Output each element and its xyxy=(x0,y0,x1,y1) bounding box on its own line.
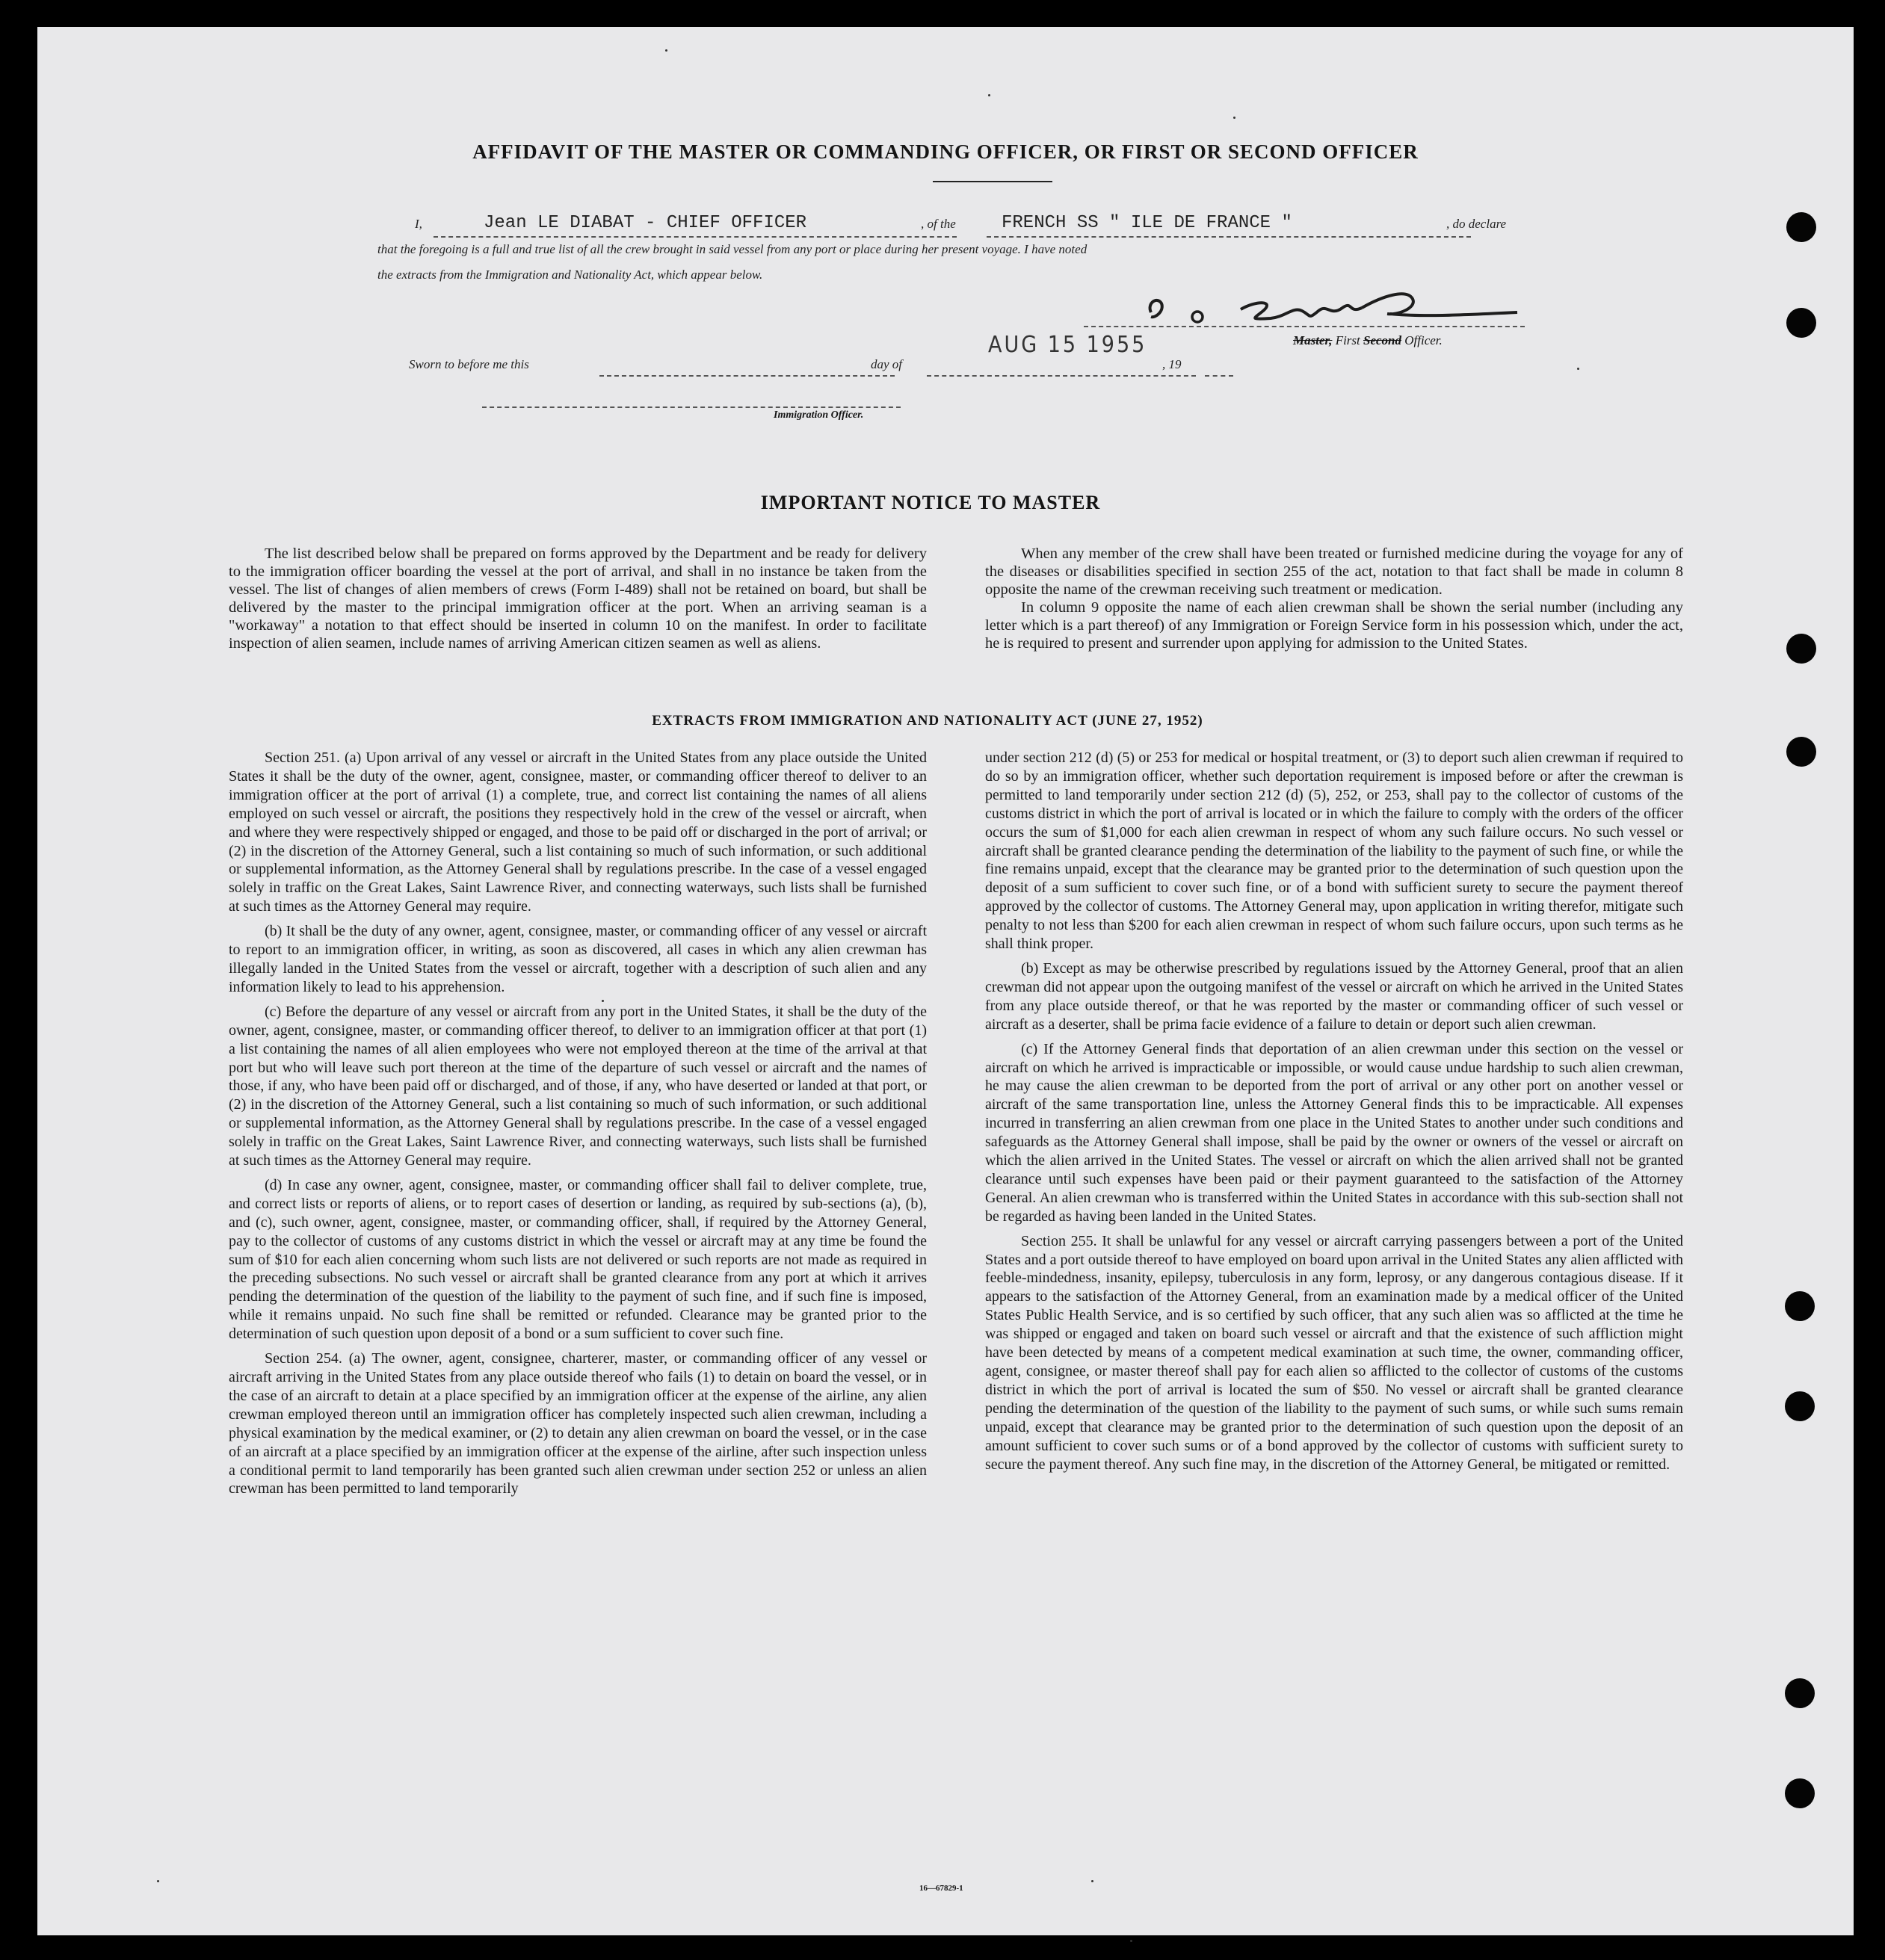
year-line xyxy=(1205,375,1233,377)
day-of-label: day of xyxy=(871,357,903,371)
extract-paragraph: (b) It shall be the duty of any owner, agent, consignee, master, or commanding officer of any vessel or aircraft to report to an immigration officer, in writing, as soon as discovered, all cases in which any alien crewman has illegally landed in the United States from the vessel or aircraft, together with a description of such alien and any information likely to lead to his apprehension. xyxy=(229,923,927,995)
sworn-month-line xyxy=(927,375,1196,377)
affidavit-title: AFFIDAVIT OF THE MASTER OR COMMANDING OFFICER, OR FIRST OR SECOND OFFICER xyxy=(472,140,1419,163)
extracts-left-column xyxy=(229,749,927,1498)
do-declare-label: , do declare xyxy=(1446,217,1507,231)
scan-speck xyxy=(1577,368,1579,370)
notice-right-paragraph: When any member of the crew shall have been treated or furnished medicine during the voyage for any of the diseases or disabilities specified in section 255 of the act, notation to that fact shall be made in column 8 opposite the name of the crewman receiving such treatment or medication. xyxy=(985,545,1683,598)
binder-hole xyxy=(1785,1391,1815,1421)
declaration-line-2: that the foregoing is a full and true list of all the crew brought in said vessel from any port or place during her present voyage. I have noted xyxy=(377,242,1088,256)
of-the-label: , of the xyxy=(921,217,956,231)
vessel-line xyxy=(987,236,1471,238)
officer-title-first: First xyxy=(1335,333,1360,347)
notice-right-paragraph: In column 9 opposite the name of each alien crewman shall be shown the serial number (including any letter which is a part thereof) of any Immigration or Foreign Service form in his possession which, under the act, he is required to present and surrender upon applying for admission to the United States. xyxy=(985,599,1683,652)
form-code: 16—67829-1 xyxy=(919,1884,963,1893)
binder-hole xyxy=(1785,1678,1815,1708)
officer-title-second: Second xyxy=(1363,333,1401,347)
extract-paragraph: under section 212 (d) (5) or 253 for medical or hospital treatment, or (3) to deport such alien crewman if required to do so by an immigration officer, whether such deportation requirement is imposed before or after the crewman is permitted to land temporarily under section 212 (d) (5), 252, or 253, shall pay to the collector of customs of the customs district in which the port of arrival is located or in which the failure to comply with the orders of the officer occurs the sum of $1,000 for each alien crewman in respect of whom any such failure occurs. No such vessel or aircraft shall be granted clearance pending the determination of the liability to the payment of such fine, or while the fine remains unpaid, except that the clearance may be granted prior to the determination of such question upon the deposit of a sum sufficient to cover such fine, or of a bond with sufficient surety to secure the payment thereof approved by the collector of customs. The Attorney General may, upon application in writing therefor, mitigate such penalty to not less than $200 for each alien crewman in respect of whom such failure occurs, upon such terms as he shall think proper. xyxy=(985,749,1683,953)
notice-title: IMPORTANT NOTICE TO MASTER xyxy=(760,492,1101,513)
binder-hole xyxy=(1786,737,1816,767)
extract-paragraph: Section 255. It shall be unlawful for any vessel or aircraft carrying passengers between a port of the United States and a port outside thereof to have employed on board upon arrival in the United States any alien afflicted with feeble-mindedness, insanity, epilepsy, tuberculosis in any form, leprosy, or any dangerous contagious disease. If it appears to the satisfaction of the Attorney General, from an examination made by a medical officer of the United States Public Health Service, and is so certified by such officer, that any such alien was so afflicted at the time he was shipped or engaged and taken on board such vessel or aircraft and that the existence of such affliction might have been detected by means of a competent medical examination at such time, the owner, commanding officer, agent, consignee, or master thereof shall pay for each alien so afflicted to the collector of customs of the customs district in which the port of arrival is located the sum of $50. No vessel or aircraft shall be granted clearance pending the determination of the question of the liability to the payment of such sums, or while such sums remain unpaid, except that clearance may be granted prior to the determination of such question upon the deposit of an amount sufficient to cover such sums or of a bond approved by the collector of customs with sufficient surety to secure the payment thereof. Any such fine may, in the discretion of the Attorney General, be mitigated or remitted. xyxy=(985,1232,1683,1473)
officer-title xyxy=(1293,333,1443,348)
scan-speck xyxy=(988,94,990,96)
extract-paragraph: (d) In case any owner, agent, consignee, master, or commanding officer shall fail to deliver complete, true, and correct lists or reports of aliens, or to report cases of desertion or landing, as required by sub-sections (a), (b), and (c), such owner, agent, consignee, master, or commanding officer, shall, if required by the Attorney General, pay to the collector of customs of any customs district in which the vessel or aircraft may at any time be found the sum of $10 for each alien concerning whom such lists are not delivered or such reports are not made as required in the preceding subsections. No such vessel or aircraft shall be granted clearance from any port at which it arrives pending the determination of the question of the liability to the payment of such fine, and if such fine is imposed, while it remains unpaid. No such fine shall be remitted or refunded. Clearance may be granted prior to the determination of such question upon deposit of a bond or a sum sufficient to cover such fine. xyxy=(229,1176,927,1343)
binder-hole xyxy=(1785,1778,1815,1808)
officer-title-suffix: Officer. xyxy=(1404,333,1443,347)
officer-signature xyxy=(1129,273,1577,341)
scan-speck xyxy=(1233,117,1235,119)
scan-speck xyxy=(1091,1880,1093,1882)
declarant-line xyxy=(434,236,957,238)
notice-right-column xyxy=(985,545,1683,652)
vessel-name: FRENCH SS " ILE DE FRANCE " xyxy=(1002,213,1292,233)
sworn-day-line xyxy=(599,375,895,377)
declaration-line-3: the extracts from the Immigration and Nationality Act, which appear below. xyxy=(377,268,763,282)
binder-hole xyxy=(1786,634,1816,664)
binder-hole xyxy=(1786,212,1816,242)
extract-paragraph: Section 251. (a) Upon arrival of any vessel or aircraft in the United States from any place outside the United States it shall be the duty of the owner, agent, consignee, master, or commanding officer thereof to deliver to an immigration officer at the port of arrival (1) a complete, true, and correct list containing the names of all aliens employed on such vessel or aircraft, the positions they respectively hold in the crew of the vessel or aircraft, when and where they were respectively shipped or engaged, and those to be paid off or discharged in the port of arrival; or (2) in the discretion of the Attorney General, such a list containing so much of such information, or such additional or supplemental information, as the Attorney General shall by regulations prescribe. In the case of a vessel engaged solely in traffic on the Great Lakes, Saint Lawrence River, and connecting waterways, such lists shall be furnished at such times as the Attorney General may require. xyxy=(229,749,927,915)
notice-left-paragraph: The list described below shall be prepared on forms approved by the Department and be ready for delivery to the immigration officer boarding the vessel at the port of arrival, and shall in no instance be taken from the vessel. The list of changes of alien members of crews (Form I-489) shall not be retained on board, but shall be delivered by the master to the principal immigration officer at the port. When an arriving seaman is a "workaway" a notation to that effect should be inserted in column 10 on the manifest. In order to facilitate inspection of alien seamen, include names of arriving American citizen seamen as well as aliens. xyxy=(229,545,927,652)
immigration-officer-line xyxy=(482,406,901,408)
notice-left-column xyxy=(229,545,927,652)
binder-hole xyxy=(1786,308,1816,338)
extract-paragraph: Section 254. (a) The owner, agent, consignee, charterer, master, or commanding officer of any vessel or aircraft arriving in the United States from any place outside thereof who fails (1) to detain on board the vessel, or in the case of an aircraft to detain at a place specified by an immigration officer at the expense of the airline, any alien crewman employed thereon until an immigration officer has completely inspected such alien crewman, including a physical examination by the medical examiner, or (2) to detain any alien crewman on board the vessel, or in the case of an aircraft at a place specified by an immigration officer at the expense of the airline, after such inspection unless a conditional permit to land temporarily has been granted such alien crewman under section 252 or unless an alien crewman has been permitted to land temporarily xyxy=(229,1350,927,1497)
immigration-officer-label: Immigration Officer. xyxy=(774,409,864,421)
year-prefix: , 19 xyxy=(1162,357,1182,371)
date-stamp: AUG 15 1955 xyxy=(988,332,1147,358)
scan-speck xyxy=(665,49,667,52)
extract-paragraph: (b) Except as may be otherwise prescribed by regulations issued by the Attorney General, proof that an alien crewman did not appear upon the outgoing manifest of the vessel or aircraft on which he arrived in the United States from any place outside thereof, or that he was reported by the master or commanding officer of such vessel or aircraft as a deserter, shall be prima facie evidence of a failure to detain or deport such alien crewman. xyxy=(985,959,1683,1033)
sworn-label: Sworn to before me this xyxy=(409,357,529,371)
binder-hole xyxy=(1785,1291,1815,1321)
declarant-name: Jean LE DIABAT - CHIEF OFFICER xyxy=(484,213,807,233)
scan-speck xyxy=(602,1000,604,1002)
signature-line xyxy=(1084,326,1525,327)
extract-paragraph: (c) If the Attorney General finds that deportation of an alien crewman under this section on the vessel or aircraft on which he arrived is impracticable or impossible, or would cause undue hardship to such alien crewman, he may cause the alien crewman to be deported from the port of arrival or any other port on another vessel or aircraft of the same transportation line, unless the Attorney General finds this to be impracticable. All expenses incurred in transferring an alien crewman from one place in the United States to another under such conditions and safeguards as the Attorney General shall impose, shall be paid by the owner or owners of the vessel or aircraft on which the alien arrived in the United States. The vessel or aircraft on which the alien arrived shall not be granted clearance until such expenses have been paid or their payment guaranteed to the satisfaction of the Attorney General. An alien crewman who is transferred within the United States in accordance with this sub-section shall not be regarded as having been landed in the United States. xyxy=(985,1040,1683,1225)
extract-paragraph: (c) Before the departure of any vessel or aircraft from any port in the United States, it shall be the duty of the owner, agent, consignee, master, or commanding officer thereof, to deliver to an immigration officer at that port (1) a list containing the names of all alien employees who were not employed thereon at the time of the arrival at that port but who will leave such port thereon at the time of the departure of such vessel or aircraft and the names of those, if any, who have been paid off or discharged, and of those, if any, who have deserted or landed at that port, or (2) in the discretion of the Attorney General, such a list containing so much of such information, or such additional or supplemental information, as the Attorney General shall by regulations prescribe. In the case of a vessel engaged solely in traffic on the Great Lakes, Saint Lawrence River, and connecting waterways, such lists shall be furnished at such times as the Attorney General may require. xyxy=(229,1003,927,1169)
extracts-right-column xyxy=(985,749,1683,1474)
scan-speck xyxy=(157,1880,159,1882)
title-rule xyxy=(933,181,1052,182)
officer-title-master: Master, xyxy=(1293,333,1333,347)
document-page xyxy=(37,27,1854,1935)
scan-speck xyxy=(1130,1940,1132,1942)
i-label: I, xyxy=(415,217,422,231)
extracts-title: EXTRACTS FROM IMMIGRATION AND NATIONALITY ACT (JUNE 27, 1952) xyxy=(652,713,1203,729)
